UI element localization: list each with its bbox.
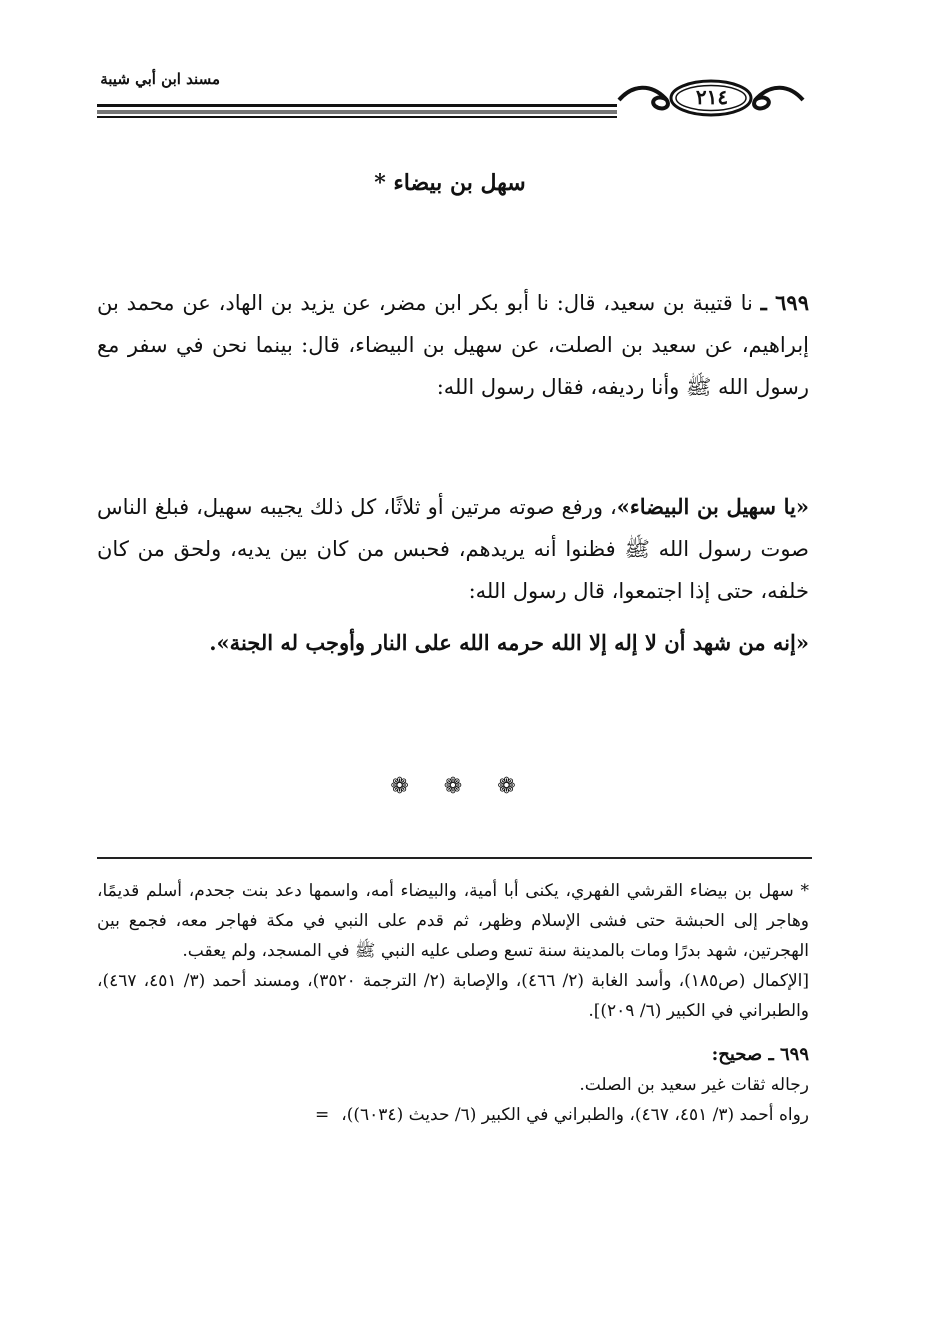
grading-line-2 [97,1100,809,1130]
footnote-biography: * سهل بن بيضاء القرشي الفهري، يكنى أبا أمية، والبيضاء أمه، واسمها دعد بنت جحدم، أسلم قديمًا، وهاجر إلى الحبشة حتى فشى الإسلام وظهر، ثم قدم على النبي في مكة فهاجر معه، فجمع بين الهجرتين، شهد بدرًا ومات بالمدينة سنة تسع وصلى عليه النبي ﷺ في المسجد، ولم يعقب. [97,881,809,961]
continuation-mark: = [315,1105,330,1125]
hadith-text [97,282,809,664]
hadith-paragraph-1 [97,282,809,472]
page-number: ٢١٤ [695,85,729,109]
isnad-text: نا قتيبة بن سعيد، قال: نا أبو بكر ابن مضر، عن يزيد بن الهاد، عن محمد بن إبراهيم، عن سعيد بن الصلت، عن سهيل بن البيضاء، قال: بينما نحن في سفر مع رسول الله ﷺ وأنا رديفه، فقال رسول الله: [97,291,809,399]
running-title: مسند ابن أبي شيبة [100,70,220,88]
prophet-quote-1: «يا سهيل بن البيضاء» [616,494,809,519]
grading-heading: ٦٩٩ ـ صحيح: [711,1044,809,1065]
prophet-quote-2: «إنه من شهد أن لا إله إلا الله حرمه الله على النار وأوجب له الجنة». [209,630,809,655]
grading-block [97,1040,809,1130]
footnote-sources: [الإكمال (ص١٨٥)، وأسد الغابة (٢/ ٤٦٦)، والإصابة (٢/ الترجمة ٣٥٢٠)، ومسند أحمد (٣/ ٤٥١، ٤٦٧)، والطبراني في الكبير (٦/ ٢٠٩)]. [97,971,809,1021]
footnotes [97,876,809,1130]
header-rule [97,102,617,122]
section-separator: ❁ ❁ ❁ [390,774,530,799]
hadith-number: ٦٩٩ ـ [760,290,809,315]
hadith-paragraph-2 [97,486,809,612]
narration-text: ، ورفع صوته مرتين أو ثلاثًا، كل ذلك يجيبه سهيل، فبلغ الناس صوت رسول الله ﷺ فظنوا أنه يريدهم، فحبس من كان بين يديه، ولحق من كان خلفه، حتى إذا اجتمعوا، قال رسول الله: [97,495,809,603]
section-title: سهل بن بيضاء * [374,170,526,196]
grading-line-2-text: رواه أحمد (٣/ ٤٥١، ٤٦٧)، والطبراني في الكبير (٦/ حديث (٦٠٣٤))، [341,1105,809,1125]
footnote-rule [97,857,812,859]
grading-line-1: رجاله ثقات غير سعيد بن الصلت. [579,1075,809,1095]
